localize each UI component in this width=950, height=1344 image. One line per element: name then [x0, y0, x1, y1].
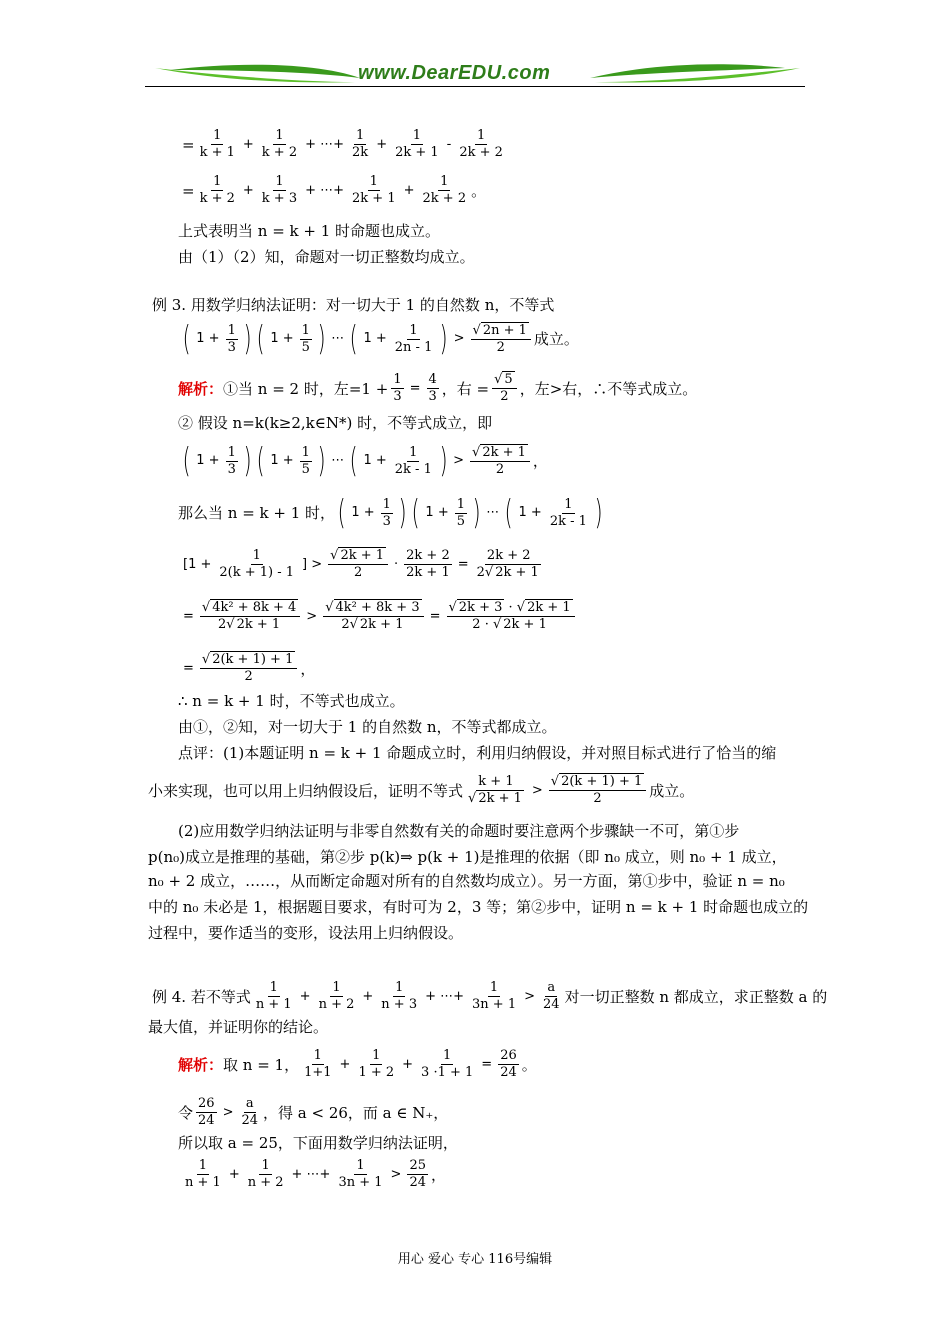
formula-line-2: = $\frac{1}{k + 2}$ + $\frac{1}{k + 3}$ + ⋯+ $\frac{1}{2k + 1}$ + $\frac{1}{2k + 2}$ 。 — [182, 174, 487, 206]
example-4-line-2: 最大值，并证明你的结论。 — [148, 1018, 329, 1036]
solution-derivation-1: [1 + $\frac{1}{2(k + 1) - 1}$ ] > $\frac{√ 2k + 1}{2}$ · $\frac{2k + 2}{2k + 1}$ = $\frac{2k + 2}{2√ 2k + 1}$ — [183, 548, 539, 580]
text-line-4: 由（1）（2）知，命题对一切正整数均成立。 — [178, 248, 475, 266]
formula-line-1: = $\frac{1}{k + 1}$ + $\frac{1}{k + 2}$ + ⋯+ $\frac{1}{2k}$ + $\frac{1}{2k + 1}$ - $\frac{1}{2k + 2}$ — [182, 128, 503, 160]
site-logo: www.DearEDU.com — [358, 62, 551, 84]
comment-line-6: 中的 n₀ 未必是 1，根据题目要求，有时可为 2，3 等；第②步中，证明 n = k + 1 时命题也成立的 — [148, 898, 809, 916]
solution-step-2: ② 假设 n=k(k≥2,k∈N*) 时，不等式成立，即 — [178, 414, 493, 432]
comment-line-2: 小来实现，也可以用上归纳假设后，证明不等式 $\frac{k + 1}{√ 2k + 1}$ > $\frac{√ 2(k + 1) + 1}{2}$ 成立。 — [148, 774, 695, 806]
solution-conclusion-1: ∴ n = k + 1 时，不等式也成立。 — [178, 692, 405, 710]
comment-line-5: n₀ + 2 成立，……，从而断定命题对所有的自然数均成立）。另一方面，第①步中，验证 n = n₀ — [148, 872, 785, 890]
header-rule — [145, 86, 805, 87]
comment-line-7: 过程中，要作适当的变形，设法用上归纳假设。 — [148, 924, 464, 942]
example-4-title: 例 4. 若不等式 $\frac{1}{n + 1}$ + $\frac{1}{n + 2}$ + $\frac{1}{n + 3}$ + ⋯+ $\frac{1}{3n + 1}$ > $\frac{a}{24}$ 对一切正整数 n 都成立，求正整数 a 的 — [152, 980, 828, 1012]
page-footer: 用心 爱心 专心 116号编辑 — [397, 1252, 553, 1267]
example-3-title: 例 3. 用数学归纳法证明：对一切大于 1 的自然数 n，不等式 — [152, 296, 555, 314]
solution-step-1: 解析： ①当 n = 2 时，左=1 + $\frac{1}{3}$ = $\frac{4}{3}$ ，右 = $\frac{√ 5}{2}$ ，左>右，∴不等式成立。 — [178, 372, 698, 404]
solution-conclusion-2: 由①，②知，对一切大于 1 的自然数 n，不等式都成立。 — [178, 718, 557, 736]
comment-line-4: p(n₀)成立是推理的基础，第②步 p(k)⇒ p(k + 1)是推理的依据（即 n₀ 成立，则 n₀ + 1 成立， — [148, 848, 787, 866]
text-line-3: 上式表明当 n = k + 1 时命题也成立。 — [178, 222, 441, 240]
comment-line-1: 点评：(1)本题证明 n = k + 1 命题成立时，利用归纳假设，并对照目标式进行了恰当的缩 — [178, 744, 777, 762]
example-4-so: 所以取 a = 25，下面用数学归纳法证明， — [178, 1134, 458, 1152]
solution-derivation-3: = $\frac{√ 2(k + 1) + 1}{2}$ ， — [183, 652, 316, 684]
solution-hypothesis: ( 1 + $\frac{1}{3}$ ) ( 1 + $\frac{1}{5}$ ) ⋯ ( 1 + $\frac{1}{2k - 1}$ ) > $\frac{√ 2k + 1}{2}$ ， — [182, 441, 548, 481]
solution-step-3: 那么当 n = k + 1 时， ( 1 + $\frac{1}{3}$ ) ( 1 + $\frac{1}{5}$ ) ⋯ ( 1 + $\frac{1}{2k - 1}$ ) — [178, 493, 603, 533]
example-4-let: 令 $\frac{26}{24}$ > $\frac{a}{24}$ ，得 a < 26，而 a ∈ N₊， — [178, 1096, 449, 1128]
comment-line-3: (2)应用数学归纳法证明与非零自然数有关的命题时要注意两个步骤缺一不可，第①步 — [178, 822, 740, 840]
example-4-target: $\frac{1}{n + 1}$ + $\frac{1}{n + 2}$ + ⋯+ $\frac{1}{3n + 1}$ > $\frac{25}{24}$ ， — [185, 1158, 446, 1190]
example-3-inequality: ( 1 + $\frac{1}{3}$ ) ( 1 + $\frac{1}{5}$ ) ⋯ ( 1 + $\frac{1}{2n - 1}$ ) > $\frac{√ 2n + 1}{2}$ 成立。 — [182, 319, 579, 359]
solution-derivation-2: = $\frac{\text{√ 4k² + 8k + 4}}{2√ 2k + 1}$ > $\frac{\text{√ 4k² + 8k + 3}}{2√ 2k + 1}$ = $\frac{√ 2k + 3 \cdot √ 2k + 1}{2 \cdot √ 2k + 1}$ — [180, 600, 578, 633]
example-4-solution: 解析： 取 n = 1， $\frac{1}{1+1}$ + $\frac{1}{1 + 2}$ + $\frac{1}{3 \cdot 1 + 1}$ = $\frac{26}{24}$ 。 — [178, 1048, 537, 1080]
